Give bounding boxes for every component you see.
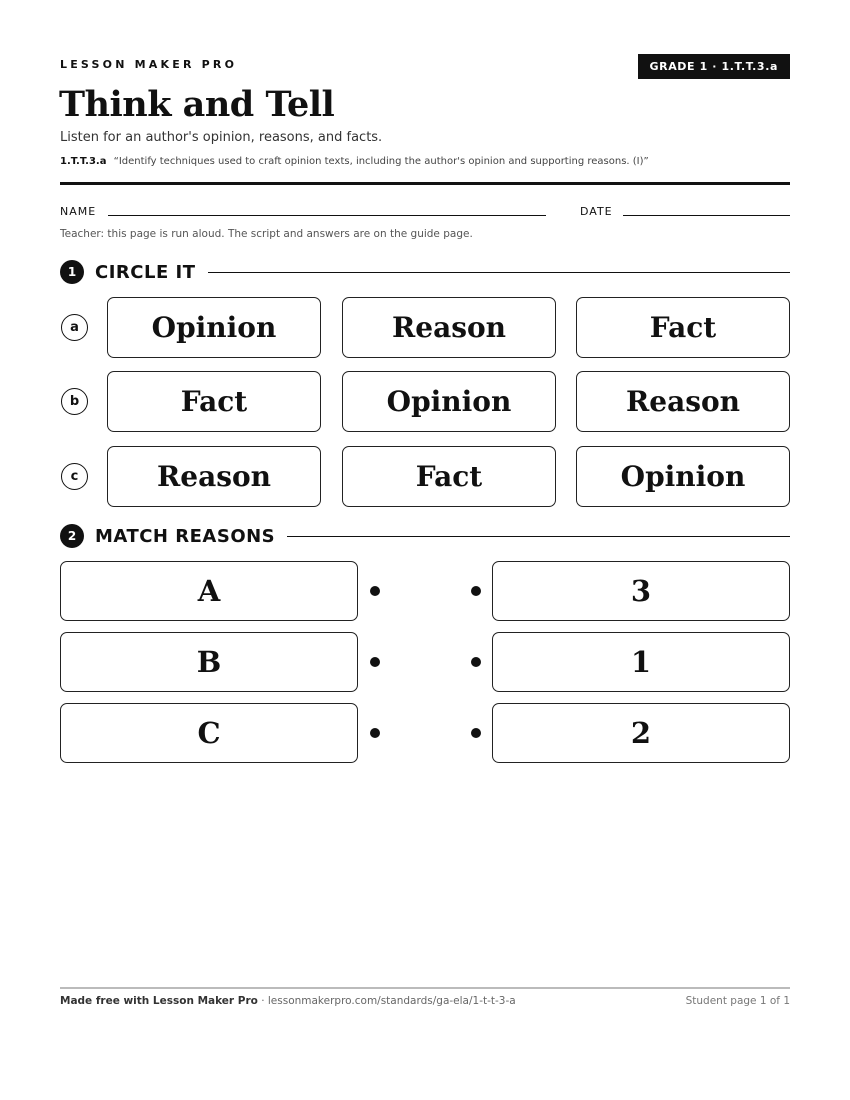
match-right-dot[interactable] — [471, 728, 481, 738]
option-box[interactable]: Reason — [107, 446, 321, 507]
section-title: MATCH REASONS — [95, 525, 276, 547]
option-box[interactable]: Reason — [576, 371, 790, 432]
match-right-box[interactable]: 1 — [492, 632, 790, 692]
name-field[interactable] — [108, 215, 546, 216]
section-circle-it-header — [60, 260, 790, 284]
match-right-box[interactable]: 3 — [492, 561, 790, 621]
option-box[interactable]: Fact — [576, 297, 790, 358]
date-label: DATE — [580, 205, 613, 218]
page-subtitle: Listen for an author's opinion, reasons, and facts. — [60, 130, 383, 145]
grade-badge: GRADE 1 · 1.T.T.3.a — [638, 54, 791, 79]
option-box[interactable]: Opinion — [342, 371, 556, 432]
brand-name: LESSON MAKER PRO — [60, 58, 238, 71]
match-left-dot[interactable] — [370, 728, 380, 738]
match-left-box[interactable]: C — [60, 703, 358, 763]
section-number: 2 — [60, 524, 84, 548]
footer-page-number: Student page 1 of 1 — [685, 995, 790, 1007]
page-title: Think and Tell — [59, 84, 335, 125]
footer-made-with: Made free with Lesson Maker Pro — [60, 995, 258, 1007]
option-box[interactable]: Fact — [342, 446, 556, 507]
footer-divider — [60, 987, 790, 989]
standard-line — [60, 156, 649, 167]
row-letter-a: a — [61, 314, 88, 341]
match-right-dot[interactable] — [471, 586, 481, 596]
section-rule — [208, 272, 791, 273]
match-right-dot[interactable] — [471, 657, 481, 667]
match-left-box[interactable]: A — [60, 561, 358, 621]
header-divider — [60, 182, 790, 185]
match-left-dot[interactable] — [370, 657, 380, 667]
section-rule — [287, 536, 790, 537]
footer-url[interactable]: lessonmakerpro.com/standards/ga-ela/1-t-t-3-a — [267, 995, 516, 1007]
footer-separator: · — [257, 995, 268, 1007]
option-box[interactable]: Opinion — [576, 446, 790, 507]
footer-credit — [60, 995, 516, 1007]
match-left-dot[interactable] — [370, 586, 380, 596]
name-label: NAME — [60, 205, 97, 218]
option-box[interactable]: Reason — [342, 297, 556, 358]
standard-text: “Identify techniques used to craft opinion texts, including the author's opinion and supporting reasons. (I)” — [113, 156, 649, 167]
section-number: 1 — [60, 260, 84, 284]
option-box[interactable]: Opinion — [107, 297, 321, 358]
match-right-box[interactable]: 2 — [492, 703, 790, 763]
date-field[interactable] — [623, 215, 790, 216]
match-left-box[interactable]: B — [60, 632, 358, 692]
section-match-reasons-header — [60, 524, 790, 548]
option-box[interactable]: Fact — [107, 371, 321, 432]
section-title: CIRCLE IT — [95, 261, 196, 283]
standard-code: 1.T.T.3.a — [60, 156, 107, 167]
row-letter-b: b — [61, 388, 88, 415]
row-letter-c: c — [61, 463, 88, 490]
teacher-note: Teacher: this page is run aloud. The script and answers are on the guide page. — [60, 228, 473, 240]
